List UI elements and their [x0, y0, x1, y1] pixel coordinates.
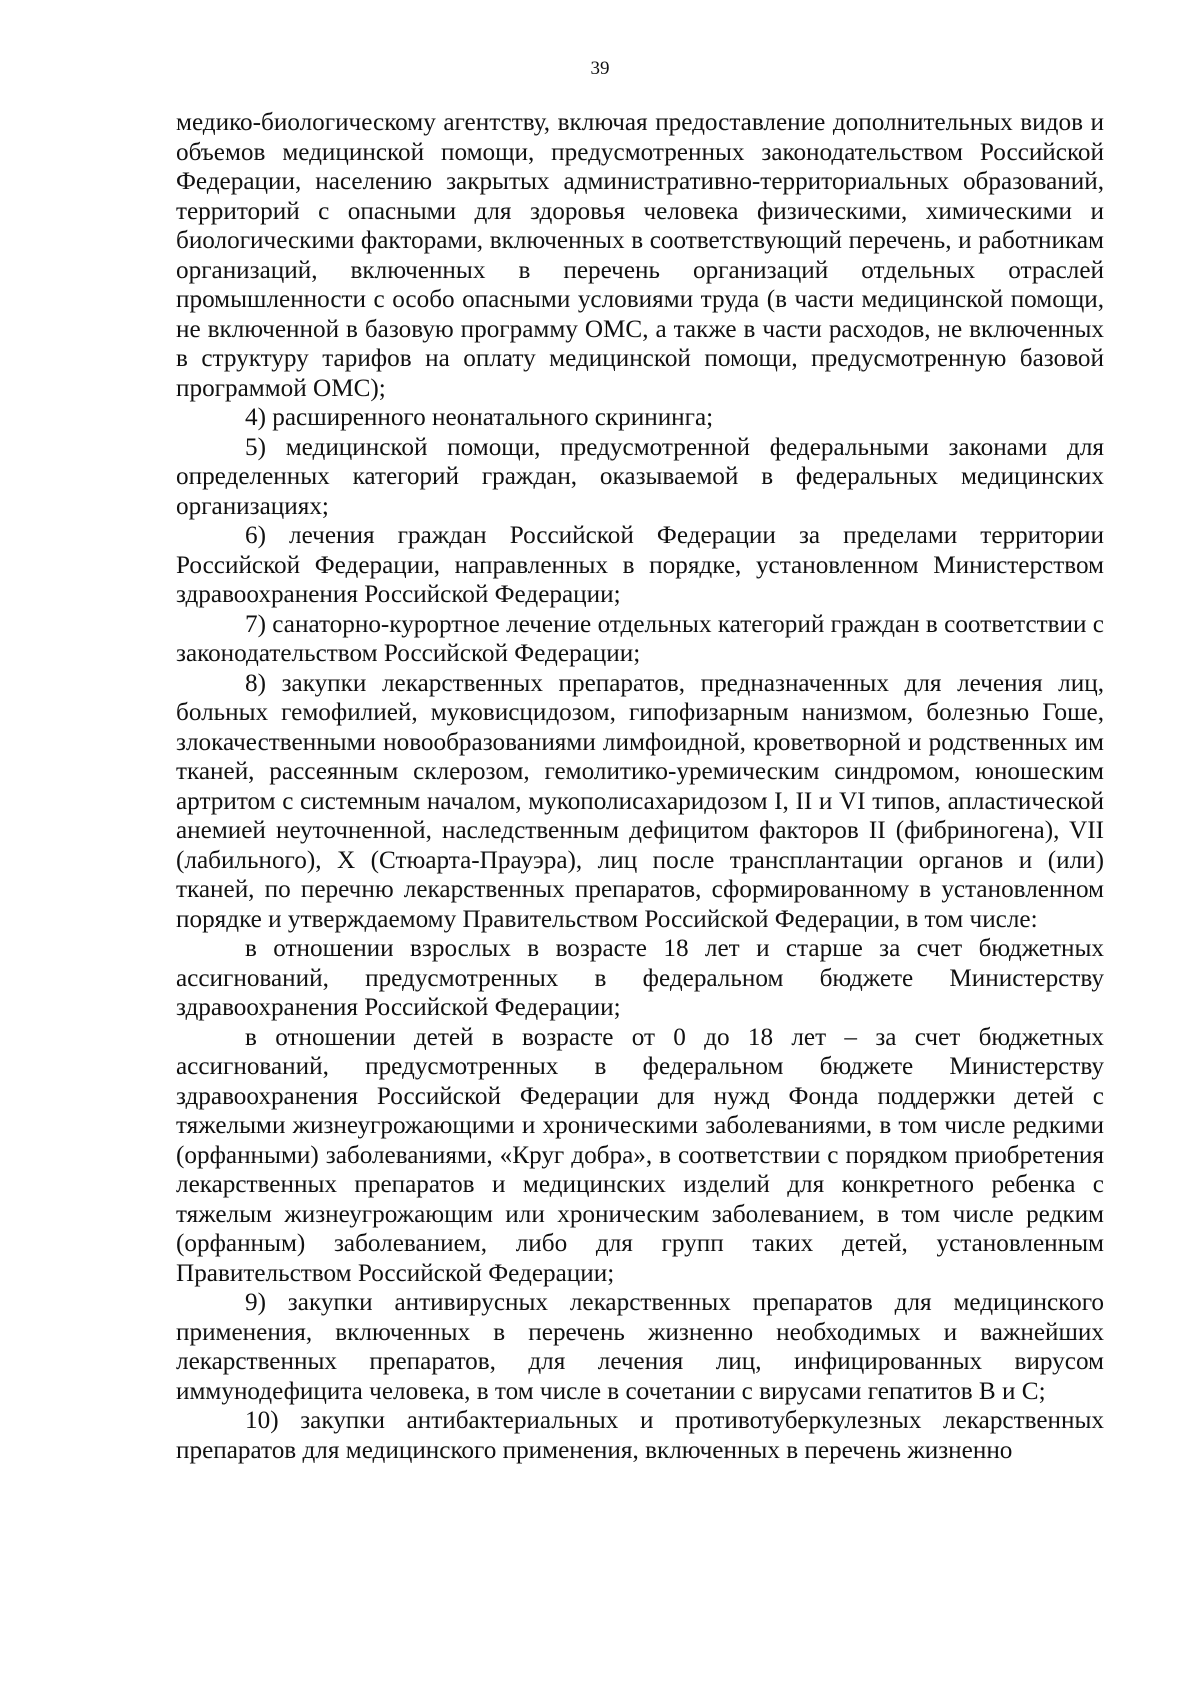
- paragraph: 4) расширенного неонатального скрининга;: [245, 404, 714, 431]
- paragraph: 5) медицинской помощи, предусмотренной федеральными законами для определенных категорий граждан, оказываемой в федеральных медицинских организациях;: [176, 433, 1104, 520]
- paragraph: в отношении детей в возрасте от 0 до 18 лет – за счет бюджетных ассигнований, предусмотренных в федеральном бюджете Министерству здравоохранения Российской Федерации для нужд Фонда поддержки детей с тяжелыми жизнеугрожающими и хроническими заболеваниями, в том числе редкими (орфанными) заболеваниями, «Круг добра», в соответствии с порядком приобретения лекарственных препаратов и медицинских изделий для конкретного ребенка с тяжелым жизнеугрожающим или хроническим заболеванием, в том числе редким (орфанным) заболеванием, либо для групп таких детей, установленным Правительством Российской Федерации;: [176, 1023, 1104, 1287]
- paragraph: 9) закупки антивирусных лекарственных препаратов для медицинского применения, включенных в перечень жизненно необходимых и важнейших лекарственных препаратов, для лечения лиц, инфицированных вирусом иммунодефицита человека, в том числе в сочетании с вирусами гепатитов B и C;: [176, 1289, 1104, 1405]
- document-body: [176, 108, 1104, 1465]
- paragraph: 10) закупки антибактериальных и противотуберкулезных лекарственных препаратов для медицинского применения, включенных в перечень жизненно: [176, 1407, 1104, 1464]
- paragraph: 6) лечения граждан Российской Федерации за пределами территории Российской Федерации, направленных в порядке, установленном Министерством здравоохранения Российской Федерации;: [176, 522, 1104, 608]
- paragraph: медико-биологическому агентству, включая предоставление дополнительных видов и объемов медицинской помощи, предусмотренных законодательством Российской Федерации, населению закрытых административно-территориальных образований, территорий с опасными для здоровья человека физическими, химическими и биологическими факторами, включенных в соответствующий перечень, и работникам организаций, включенных в перечень организаций отдельных отраслей промышленности с особо опасными условиями труда (в части медицинской помощи, не включенной в базовую программу ОМС, а также в части расходов, не включенных в структуру тарифов на оплату медицинской помощи, предусмотренную базовой программой ОМС);: [176, 109, 1104, 402]
- page-number: 39: [590, 58, 610, 79]
- paragraph: 7) санаторно-курортное лечение отдельных категорий граждан в соответствии с законодательством Российской Федерации;: [176, 610, 1104, 667]
- paragraph: 8) закупки лекарственных препаратов, предназначенных для лечения лиц, больных гемофилией, муковисцидозом, гипофизарным нанизмом, болезнью Гоше, злокачественными новообразованиями лимфоидной, кроветворной и родственных им тканей, рассеянным склерозом, гемолитико-уремическим синдромом, юношеским артритом с системным началом, мукополисахаридозом I, II и VI типов, апластической анемией неуточненной, наследственным дефицитом факторов II (фибриногена), VII (лабильного), X (Стюарта-Прауэра), лиц после трансплантации органов и (или) тканей, по перечню лекарственных препаратов, сформированному в установленном порядке и утверждаемому Правительством Российской Федерации, в том числе:: [176, 669, 1104, 933]
- paragraph: в отношении взрослых в возрасте 18 лет и старше за счет бюджетных ассигнований, предусмотренных в федеральном бюджете Министерству здравоохранения Российской Федерации;: [176, 935, 1104, 1021]
